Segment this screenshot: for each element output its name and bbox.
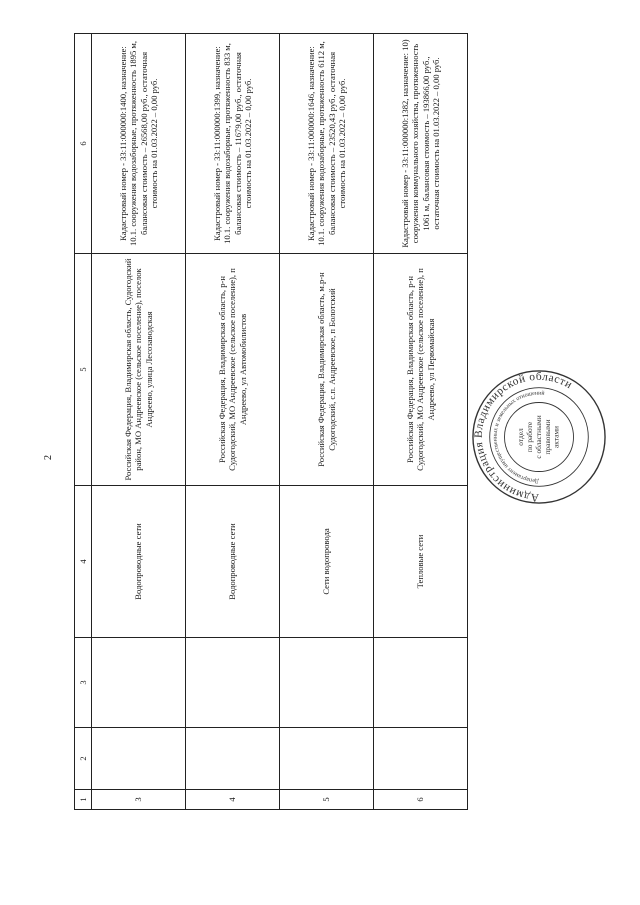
stamp-line-4: правовыми <box>542 419 552 455</box>
row-cell-3 <box>280 638 374 728</box>
object-name: Тепловые сети <box>374 486 468 638</box>
object-address: Российская Федерация, Владимирская область, р-н Судогодский, МО Андреевское (сельское поселение), п Андреево, ул Автомобилистов <box>186 254 280 486</box>
object-details: Кадастровый номер - 33:11:000000:1646, назначение: 10.1. сооружения водозаборные, протяженность 6112 м, балансовая стоимость – 23520,43 руб., остаточная стоимость на 01.03.2022 – 0,00 руб. <box>280 34 374 254</box>
row-number: 3 <box>92 790 186 810</box>
object-details: Кадастровый номер - 33:11:000000:1400, назначение: 10.1. сооружения водозаборные, протяженность 1895 м, балансовая стоимость – 26568,00 руб., остаточная стоимость на 01.03.2022 – 0,00 руб. <box>92 34 186 254</box>
object-address: Российская Федерация, Владимирская область, м.р-н Судогодский, с.п. Андреевское, п Болотский <box>280 254 374 486</box>
row-number: 6 <box>374 790 468 810</box>
row-number: 4 <box>186 790 280 810</box>
object-address: Российская Федерация, Владимирская область, р-н Судогодский, МО Андреевское (сельское поселение), п Андреево, ул Первомайская <box>374 254 468 486</box>
row-cell-3 <box>92 638 186 728</box>
row-cell-3 <box>186 638 280 728</box>
table-frame <box>74 34 468 810</box>
object-details: Кадастровый номер - 33:11:000000:1382, назначение: 10) сооружения коммунального хозяйства, протяженность 1061 м, балансовая стоимость – 193866,00 руб., остаточная стоимость на 01.03.2022 – 0,00 руб. <box>374 34 468 254</box>
table-row <box>280 34 374 810</box>
page-number: 2 <box>43 455 54 460</box>
row-number: 5 <box>280 790 374 810</box>
header-cell-1: 1 <box>75 790 92 810</box>
stamp-outer-text: Администрация Владимирской области <box>472 370 575 504</box>
stamp-line-2: по работе <box>525 421 535 453</box>
row-cell-2 <box>92 728 186 790</box>
object-details: Кадастровый номер - 33:11:000000:1399, назначение: 10.1. сооружения водозаборные, протяженность 833 м, балансовая стоимость – 11679,00 руб., остаточная стоимость на 01.03.2022 – 0,00 руб. <box>186 34 280 254</box>
header-cell-4: 4 <box>75 486 92 638</box>
stamp-inner-text: Департамент имущественных и земельных отношений <box>492 390 545 484</box>
row-cell-2 <box>280 728 374 790</box>
stamp-line-5: актами <box>551 426 561 448</box>
row-cell-2 <box>186 728 280 790</box>
header-cell-2: 2 <box>75 728 92 790</box>
object-name: Сети водопровода <box>280 486 374 638</box>
object-name: Водопроводные сети <box>186 486 280 638</box>
object-name: Водопроводные сети <box>92 486 186 638</box>
header-cell-5: 5 <box>75 254 92 486</box>
row-cell-2 <box>374 728 468 790</box>
header-cell-3: 3 <box>75 638 92 728</box>
table-row <box>186 34 280 810</box>
stamp-line-3: с областными <box>533 415 543 459</box>
property-table <box>74 33 468 810</box>
header-cell-6: 6 <box>75 34 92 254</box>
row-cell-3 <box>374 638 468 728</box>
table-row <box>374 34 468 810</box>
header-row <box>75 34 92 810</box>
table-row <box>92 34 186 810</box>
official-stamp <box>470 368 608 506</box>
object-address: Российская Федерация, Владимирская область, Судогодский район, МО Андреевское (сельское поселение), поселок Андреево, улица Лесозаводская <box>92 254 186 486</box>
stamp-line-1: отдел <box>516 428 526 446</box>
